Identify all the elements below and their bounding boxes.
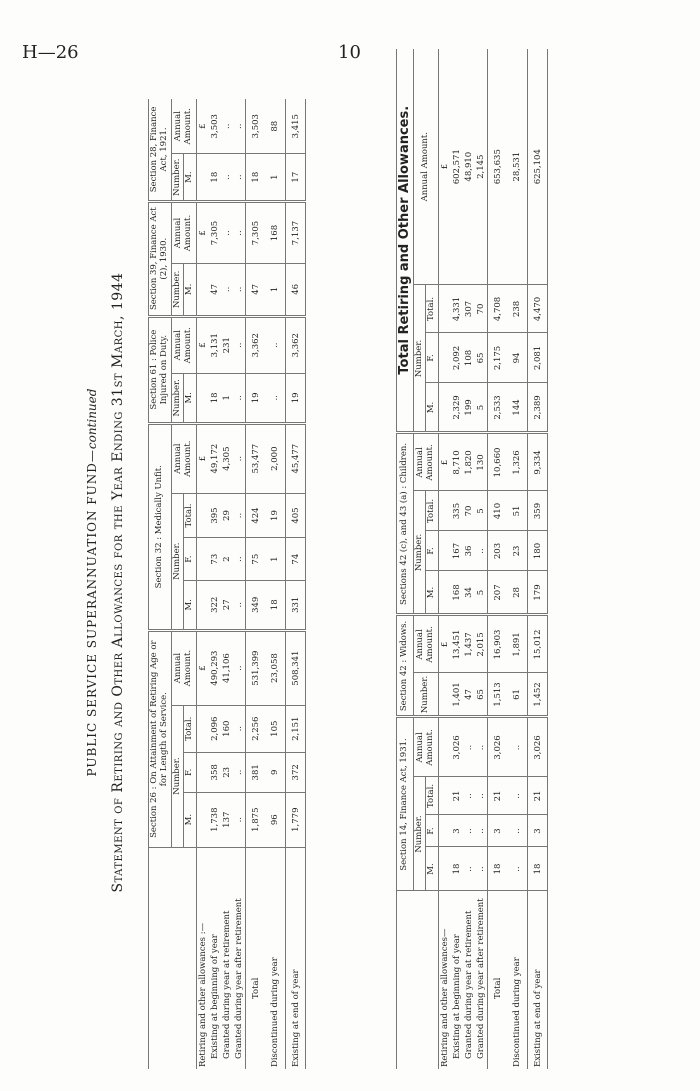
col-m: M. <box>184 373 197 423</box>
row-group-label: Retiring and other allowances— <box>439 891 452 1069</box>
cell-total-13: 653,635 <box>488 49 508 285</box>
cell-at-11: .. <box>221 201 233 263</box>
cell-begin-0: 1,738 <box>209 792 221 847</box>
cell-at-0: .. <box>463 847 475 891</box>
annual-amount-header: Annual Amount. <box>171 630 197 705</box>
cell-total-3: 3,026 <box>488 717 508 777</box>
number-header: Number. <box>171 493 184 630</box>
cell-after-2: .. <box>233 705 246 752</box>
cell-disc-2: .. <box>508 777 528 815</box>
cell-disc-12: 238 <box>508 285 528 333</box>
pound-sign-cell <box>197 538 210 580</box>
cell-end-4: 1,452 <box>528 673 548 717</box>
cell-disc-3: 23,058 <box>266 630 286 705</box>
cell-begin-3: 490,293 <box>209 630 221 705</box>
cell-end-7: 180 <box>528 531 548 571</box>
cell-total-1: 381 <box>246 752 266 792</box>
cell-total-6: 424 <box>246 493 266 538</box>
pound-sign-cell <box>197 493 210 538</box>
cell-disc-5: 1 <box>266 538 286 580</box>
cell-total-2: 21 <box>488 777 508 815</box>
section-32-header: Section 32 : Medically Unfit. <box>149 423 172 630</box>
cell-total-11: 2,175 <box>488 333 508 383</box>
cell-after-5: .. <box>233 538 246 580</box>
cell-end-3: 508,341 <box>286 630 306 705</box>
cell-after-1: .. <box>475 815 488 847</box>
pound-sign-cell <box>197 373 210 423</box>
cell-total-4: 349 <box>246 580 266 630</box>
cell-begin-4: 1,401 <box>451 673 463 717</box>
cell-disc-0: .. <box>508 847 528 891</box>
cell-disc-13: 88 <box>266 99 286 154</box>
table-row <box>475 49 488 1069</box>
pound-sign-cell <box>197 154 210 201</box>
pound-sign-cell: £ <box>439 615 452 673</box>
col-f: F. <box>426 531 439 571</box>
cell-total-9: 10,660 <box>488 433 508 491</box>
cell-total-10: 2,533 <box>488 383 508 433</box>
cell-begin-10: 47 <box>209 264 221 316</box>
bottom-table-body <box>439 49 548 1069</box>
table-row <box>246 99 266 1069</box>
row-label-begin: Existing at beginning of year <box>452 934 463 1059</box>
cell-begin-5: 13,451 <box>451 615 463 673</box>
cell-disc-1: 9 <box>266 752 286 792</box>
cell-total-9: 3,362 <box>246 316 266 373</box>
col-f: F. <box>426 333 439 383</box>
annual-amount-header: Annual Amount. <box>413 49 439 285</box>
pound-sign-cell <box>197 705 210 752</box>
col-m: M. <box>184 792 197 847</box>
cell-end-3: 3,026 <box>528 717 548 777</box>
cell-total-2: 2,256 <box>246 705 266 752</box>
cell-disc-9: 1,326 <box>508 433 528 491</box>
cell-after-4: .. <box>233 580 246 630</box>
cell-begin-10: 2,329 <box>451 383 463 433</box>
cell-total-0: 1,875 <box>246 792 266 847</box>
cell-end-10: 2,389 <box>528 383 548 433</box>
row-group-label: Retiring and other allowances :— <box>197 847 210 1069</box>
cell-begin-8: 335 <box>451 491 463 531</box>
cell-after-2: .. <box>475 777 488 815</box>
col-f: F. <box>184 538 197 580</box>
bottom-allowances-table <box>396 49 548 1069</box>
cell-at-7: 4,305 <box>221 423 233 493</box>
cell-after-6: 5 <box>475 571 488 615</box>
row-label-total: Total <box>246 847 266 1069</box>
cell-after-0: .. <box>233 792 246 847</box>
cell-disc-11: 168 <box>266 201 286 263</box>
cell-begin-1: 358 <box>209 752 221 792</box>
cell-after-9: 130 <box>475 433 488 491</box>
cell-end-1: 3 <box>528 815 548 847</box>
section-26-header: Section 26 : On Attainment of Retiring Age or for Length of Service. <box>149 630 172 847</box>
table-row <box>221 99 233 1069</box>
cell-after-3: .. <box>475 717 488 777</box>
table-row <box>451 49 463 1069</box>
cell-end-8: 359 <box>528 491 548 531</box>
pound-sign-cell <box>439 491 452 531</box>
continued-label: continued <box>85 388 99 450</box>
section-61-header: Section 61 : Police Injured on Duty. <box>149 316 172 423</box>
top-table-body <box>197 99 306 1069</box>
cell-at-11: 108 <box>463 333 475 383</box>
row-label-begin: Existing at beginning of year <box>210 934 221 1059</box>
table-row <box>508 49 528 1069</box>
row-label-after: Granted during year after retirement <box>476 898 487 1059</box>
col-m: M. <box>426 571 439 615</box>
cell-total-8: 19 <box>246 373 266 423</box>
cell-end-11: 2,081 <box>528 333 548 383</box>
pound-sign-cell <box>439 717 452 777</box>
cell-at-13: .. <box>221 99 233 154</box>
table-row <box>528 49 548 1069</box>
cell-at-5: 2 <box>221 538 233 580</box>
row-label-after: Granted during year after retirement <box>234 898 245 1059</box>
cell-begin-7: 167 <box>451 531 463 571</box>
cell-begin-9: 8,710 <box>451 433 463 491</box>
cell-end-10: 46 <box>286 264 306 316</box>
cell-disc-12: 1 <box>266 154 286 201</box>
number-header: Number. <box>413 777 426 891</box>
cell-at-0: 137 <box>221 792 233 847</box>
cell-after-10: 5 <box>475 383 488 433</box>
section-14-header: Section 14, Finance Act, 1931. <box>397 717 414 891</box>
number-header: Number. <box>171 154 184 201</box>
annual-amount-header: Annual Amount. <box>413 717 439 777</box>
col-total: Total. <box>426 777 439 815</box>
row-label-header <box>397 891 439 1069</box>
cell-end-4: 331 <box>286 580 306 630</box>
cell-after-0: .. <box>475 847 488 891</box>
cell-begin-13: 602,571 <box>451 49 463 285</box>
number-header: Number. <box>413 285 426 433</box>
fund-title <box>85 90 99 1075</box>
col-m: M. <box>184 154 197 201</box>
table-row <box>488 49 508 1069</box>
table-row <box>233 99 246 1069</box>
pound-sign-cell: £ <box>439 49 452 285</box>
cell-at-2: 160 <box>221 705 233 752</box>
cell-end-2: 2,151 <box>286 705 306 752</box>
cell-at-8: 70 <box>463 491 475 531</box>
pound-sign-cell: £ <box>197 99 210 154</box>
number-header: Number. <box>413 491 426 615</box>
cell-after-4: 65 <box>475 673 488 717</box>
annual-amount-header: Annual Amount. <box>171 201 197 263</box>
rotated-page-content <box>80 90 670 1075</box>
pound-sign-cell <box>439 777 452 815</box>
row-label-end: Existing at end of year <box>286 847 306 1069</box>
cell-disc-11: 94 <box>508 333 528 383</box>
row-label-header <box>149 847 197 1069</box>
cell-at-6: 29 <box>221 493 233 538</box>
cell-disc-2: 105 <box>266 705 286 752</box>
annual-amount-header: Annual Amount. <box>171 316 197 373</box>
col-total: Total. <box>426 285 439 333</box>
cell-disc-4: 61 <box>508 673 528 717</box>
col-total: Total. <box>184 705 197 752</box>
cell-begin-3: 3,026 <box>451 717 463 777</box>
fund-name: PUBLIC SERVICE SUPERANNUATION FUND— <box>85 449 99 777</box>
cell-at-5: 1,437 <box>463 615 475 673</box>
pound-sign-cell: £ <box>197 630 210 705</box>
col-m: M. <box>426 847 439 891</box>
cell-end-6: 405 <box>286 493 306 538</box>
cell-end-8: 19 <box>286 373 306 423</box>
col-total: Total. <box>426 491 439 531</box>
cell-at-4: 27 <box>221 580 233 630</box>
cell-at-10: 199 <box>463 383 475 433</box>
total-allowances-header <box>397 49 414 433</box>
pound-sign-cell <box>197 752 210 792</box>
cell-disc-10: 1 <box>266 264 286 316</box>
cell-disc-6: 19 <box>266 493 286 538</box>
cell-disc-3: .. <box>508 717 528 777</box>
cell-at-2: .. <box>463 777 475 815</box>
cell-disc-8: 51 <box>508 491 528 531</box>
cell-disc-4: 18 <box>266 580 286 630</box>
cell-disc-0: 96 <box>266 792 286 847</box>
cell-begin-6: 395 <box>209 493 221 538</box>
cell-end-1: 372 <box>286 752 306 792</box>
pound-sign-cell <box>439 673 452 717</box>
cell-begin-13: 3,503 <box>209 99 221 154</box>
cell-disc-8: .. <box>266 373 286 423</box>
cell-begin-6: 168 <box>451 571 463 615</box>
cell-total-1: 3 <box>488 815 508 847</box>
annual-amount-header: Annual Amount. <box>171 423 197 493</box>
cell-end-2: 21 <box>528 777 548 815</box>
col-f: F. <box>426 815 439 847</box>
cell-end-7: 45,477 <box>286 423 306 493</box>
cell-begin-12: 18 <box>209 154 221 201</box>
cell-after-13: 2,145 <box>475 49 488 285</box>
cell-disc-10: 144 <box>508 383 528 433</box>
cell-at-3: 41,106 <box>221 630 233 705</box>
section-42-header: Section 42 : Widows. <box>397 615 414 717</box>
annual-amount-header: Annual Amount. <box>171 99 197 154</box>
cell-total-12: 4,708 <box>488 285 508 333</box>
col-f: F. <box>184 752 197 792</box>
cell-after-11: .. <box>233 201 246 263</box>
section-28-header: Section 28, Finance Act, 1921. <box>149 99 172 201</box>
annual-amount-header: Annual Amount. <box>413 433 439 491</box>
cell-at-10: .. <box>221 264 233 316</box>
cell-begin-2: 2,096 <box>209 705 221 752</box>
table-row <box>209 99 221 1069</box>
cell-at-9: 1,820 <box>463 433 475 491</box>
cell-after-8: .. <box>233 373 246 423</box>
pound-sign-cell <box>197 264 210 316</box>
cell-begin-8: 18 <box>209 373 221 423</box>
cell-after-1: .. <box>233 752 246 792</box>
cell-total-7: 53,477 <box>246 423 266 493</box>
cell-begin-7: 49,172 <box>209 423 221 493</box>
cell-begin-12: 4,331 <box>451 285 463 333</box>
cell-begin-1: 3 <box>451 815 463 847</box>
cell-after-12: 70 <box>475 285 488 333</box>
table-row <box>463 49 475 1069</box>
section-39-header: Section 39, Finance Act (2), 1930. <box>149 201 172 316</box>
cell-end-11: 7,137 <box>286 201 306 263</box>
cell-disc-7: 23 <box>508 531 528 571</box>
cell-total-6: 207 <box>488 571 508 615</box>
cell-end-13: 3,415 <box>286 99 306 154</box>
cell-end-5: 74 <box>286 538 306 580</box>
cell-end-6: 179 <box>528 571 548 615</box>
cell-begin-11: 2,092 <box>451 333 463 383</box>
annual-amount-header: Annual Amount. <box>413 615 439 673</box>
cell-total-5: 75 <box>246 538 266 580</box>
cell-after-12: .. <box>233 154 246 201</box>
col-m: M. <box>426 383 439 433</box>
cell-begin-9: 3,131 <box>209 316 221 373</box>
table-row <box>266 99 286 1069</box>
cell-total-12: 18 <box>246 154 266 201</box>
cell-end-9: 3,362 <box>286 316 306 373</box>
cell-after-11: 65 <box>475 333 488 383</box>
cell-begin-11: 7,305 <box>209 201 221 263</box>
pound-sign-cell <box>439 815 452 847</box>
cell-at-8: 1 <box>221 373 233 423</box>
row-label-disc: Discontinued during year <box>270 957 281 1067</box>
row-label-at: Granted during year at retirement <box>222 910 233 1059</box>
row-label-at: Granted during year at retirement <box>464 910 475 1059</box>
cell-after-8: 5 <box>475 491 488 531</box>
cell-total-5: 16,903 <box>488 615 508 673</box>
top-allowances-table <box>148 99 306 1069</box>
pound-sign-cell <box>439 571 452 615</box>
cell-at-4: 47 <box>463 673 475 717</box>
cell-after-5: 2,015 <box>475 615 488 673</box>
pound-sign-cell: £ <box>197 316 210 373</box>
pound-sign-cell <box>439 383 452 433</box>
cell-at-1: 23 <box>221 752 233 792</box>
col-total: Total. <box>184 493 197 538</box>
cell-after-3: .. <box>233 630 246 705</box>
cell-total-8: 410 <box>488 491 508 531</box>
col-m: M. <box>184 264 197 316</box>
page-number: 10 <box>338 42 361 63</box>
row-label-disc: Discontinued during year <box>512 957 523 1067</box>
cell-end-0: 18 <box>528 847 548 891</box>
pound-sign-cell <box>439 847 452 891</box>
cell-end-12: 17 <box>286 154 306 201</box>
cell-end-5: 15,012 <box>528 615 548 673</box>
cell-at-1: .. <box>463 815 475 847</box>
cell-at-12: .. <box>221 154 233 201</box>
cell-at-6: 34 <box>463 571 475 615</box>
col-m: M. <box>184 580 197 630</box>
pound-sign-cell <box>439 285 452 333</box>
cell-total-13: 3,503 <box>246 99 266 154</box>
cell-after-13: .. <box>233 99 246 154</box>
cell-after-10: .. <box>233 264 246 316</box>
cell-disc-13: 28,531 <box>508 49 528 285</box>
cell-at-12: 307 <box>463 285 475 333</box>
cell-after-7: .. <box>475 531 488 571</box>
cell-end-12: 4,470 <box>528 285 548 333</box>
number-header: Number. <box>171 373 184 423</box>
statement-title: Statement of Retiring and Other Allowances for the Year Ending 31st March, 1944 <box>110 272 126 893</box>
cell-total-7: 203 <box>488 531 508 571</box>
total-allowances-title: Total Retiring and Other Allowances. <box>397 105 412 375</box>
pound-sign-cell <box>197 580 210 630</box>
cell-total-10: 47 <box>246 264 266 316</box>
cell-total-4: 1,513 <box>488 673 508 717</box>
cell-begin-4: 322 <box>209 580 221 630</box>
number-header: Number. <box>171 264 184 316</box>
cell-disc-1: .. <box>508 815 528 847</box>
pound-sign-cell: £ <box>197 423 210 493</box>
cell-after-9: .. <box>233 316 246 373</box>
cell-at-7: 36 <box>463 531 475 571</box>
cell-at-13: 48,910 <box>463 49 475 285</box>
pound-sign-cell <box>439 333 452 383</box>
cell-end-9: 9,334 <box>528 433 548 491</box>
pound-sign-cell <box>197 792 210 847</box>
row-label-total: Total <box>488 891 508 1069</box>
cell-begin-0: 18 <box>451 847 463 891</box>
cell-total-3: 531,399 <box>246 630 266 705</box>
cell-disc-6: 28 <box>508 571 528 615</box>
row-label-end: Existing at end of year <box>528 891 548 1069</box>
page-code: H—26 <box>22 42 79 63</box>
cell-begin-5: 73 <box>209 538 221 580</box>
pound-sign-cell: £ <box>439 433 452 491</box>
table-row <box>286 99 306 1069</box>
number-header: Number. <box>413 673 439 717</box>
cell-end-13: 625,104 <box>528 49 548 285</box>
section-42c-header: Sections 42 (c), and 43 (a) : Children. <box>397 433 414 615</box>
pound-sign-cell <box>439 531 452 571</box>
cell-disc-5: 1,891 <box>508 615 528 673</box>
cell-end-0: 1,779 <box>286 792 306 847</box>
cell-at-9: 231 <box>221 316 233 373</box>
cell-begin-2: 21 <box>451 777 463 815</box>
pound-sign-cell: £ <box>197 201 210 263</box>
cell-total-11: 7,305 <box>246 201 266 263</box>
cell-after-6: .. <box>233 493 246 538</box>
cell-at-3: .. <box>463 717 475 777</box>
cell-after-7: .. <box>233 423 246 493</box>
cell-disc-7: 2,000 <box>266 423 286 493</box>
cell-disc-9: .. <box>266 316 286 373</box>
number-header: Number. <box>171 705 184 847</box>
cell-total-0: 18 <box>488 847 508 891</box>
